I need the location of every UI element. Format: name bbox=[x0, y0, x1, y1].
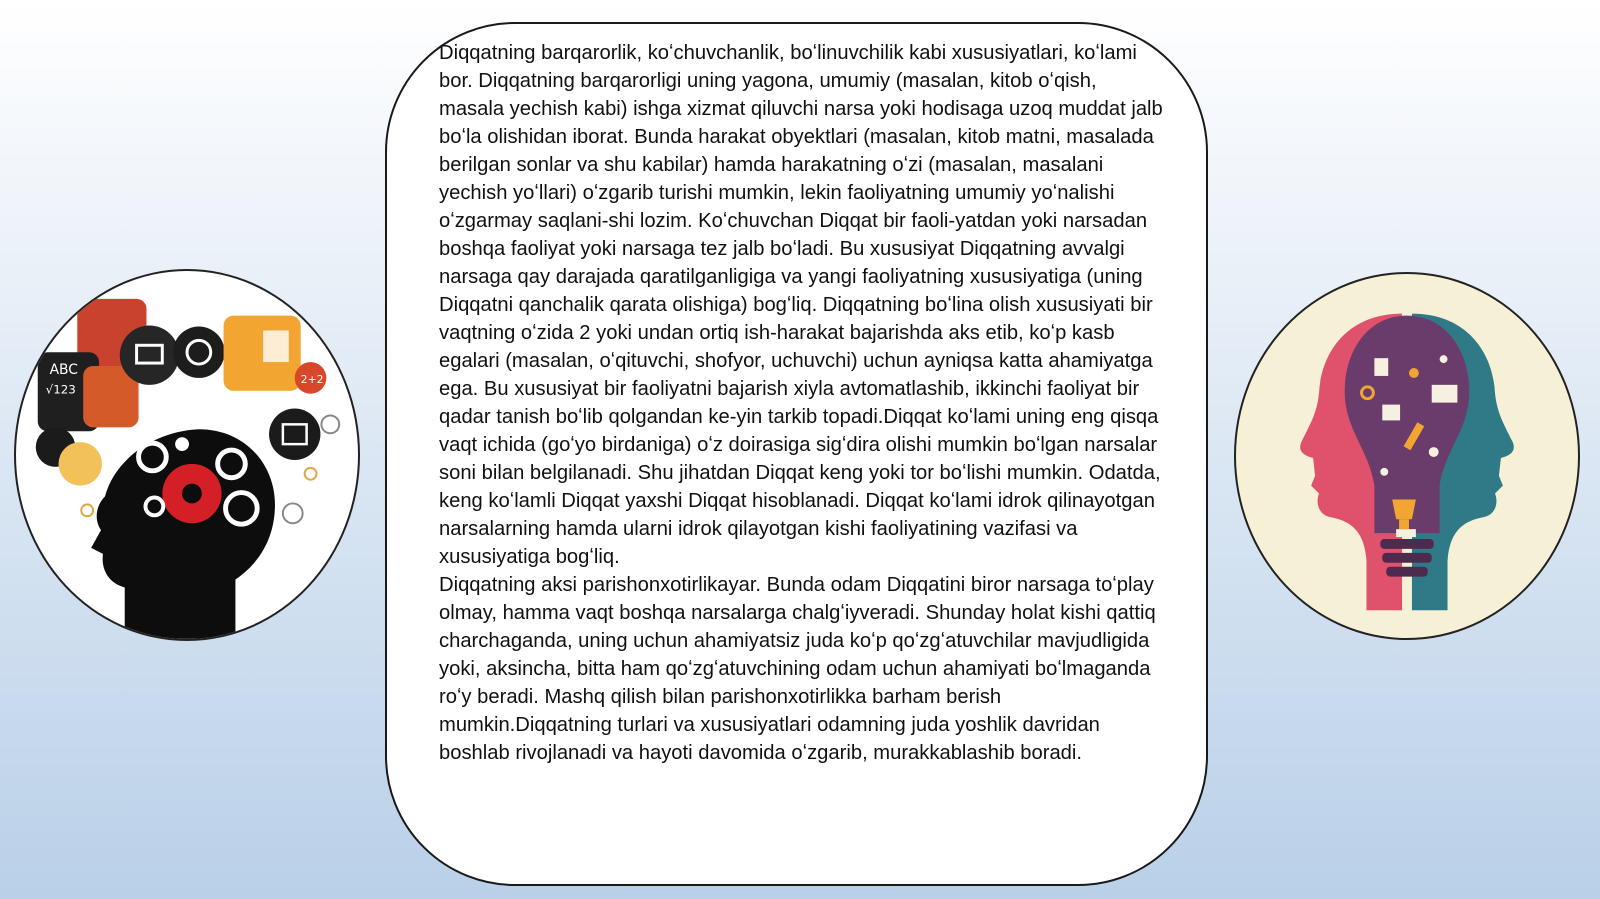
sqrt-label: √123 bbox=[45, 382, 76, 397]
head-gears-icon bbox=[16, 271, 358, 639]
abc-label: ABC bbox=[49, 361, 78, 378]
left-illustration bbox=[14, 269, 360, 641]
two-plus-two-label: 2+2 bbox=[300, 372, 324, 386]
faces-lightbulb-icon bbox=[1236, 274, 1578, 638]
body-text bbox=[439, 39, 1166, 767]
text-panel bbox=[385, 22, 1208, 886]
right-illustration bbox=[1234, 272, 1580, 640]
paragraph-1: Diqqatning barqarorlik, koʻchuvchanlik, boʻlinuvchilik kabi xususiyatlari, koʻlami bor. Diqqatning barqarorligi uning yagona, umumiy (masalan, kitob oʻqish, masala yechish kabi) ishga xizmat qiluvchi narsa yoki hodisaga uzoq muddat jalb boʻla olishidan iborat. Bunda harakat obyektlari (masalan, kitob matni, masalada berilgan sonlar va shu kabilar) hamda harakatning oʻzi (masalan, masalani yechish yoʻllari) oʻzgarib turishi mumkin, lekin faoliyatning umumiy yoʻnalishi oʻzgarmay saqlani-shi lozim. Koʻchuvchan Diqqat bir faoli-yatdan yoki narsadan boshqa faoliyat yoki narsaga tez jalb boʻladi. Bu xususiyat Diqqatning avvalgi narsaga qay darajada qaratilganligiga va yangi faoliyatning xususiyatiga (uning Diqqatni qanchalik qarata olishiga) bogʻliq. Diqqatning boʻlina olish xususiyati bir vaqtning oʻzida 2 yoki undan ortiq ish-harakat bajarishda aks etib, koʻp kasb egalari (masalan, oʻqituvchi, shofyor, uchuvchi) uchun ayniqsa katta ahamiyatga ega. Bu xususiyat bir faoliyatni bajarish xiyla avtomatlashib, ikkinchi faoliyat bir qadar tanish boʻlib qolgandan ke-yin tarkib topadi.Diqqat koʻlami uning eng qisqa vaqt ichida (goʻyo birdaniga) oʻz doirasiga sigʻdira olishi mumkin boʻlgan narsalar soni bilan belgilanadi. Shu jihatdan Diqqat keng yoki tor boʻlishi mumkin. Odatda, keng koʻlamli Diqqat yaxshi Diqqat hisoblanadi. Diqqat koʻlami idrok qilinayotgan narsalarning hamda ularni idrok qilayotgan kishi faoliyatining vazifasi va xususiyatiga bogʻliq. bbox=[439, 42, 1163, 568]
paragraph-2: Diqqatning aksi parishonxotirlikayar. Bunda odam Diqqatini biror narsaga toʻplay olmay, hamma vaqt boshqa narsalarga chalgʻiyveradi. Shunday holat kishi qattiq charchaganda, uning uchun ahamiyatsiz juda koʻp qoʻzgʻatuvchilar mavjudligida yoki, aksincha, bitta ham qoʻzgʻatuvchining odam uchun ahamiyati boʻlmaganda roʻy beradi. Mashq qilish bilan parishonxotirlikka barham berish mumkin.Diqqatning turlari va xususiyatlari odamning juda yoshlik davridan boshlab rivojlanadi va hayoti davomida oʻzgarib, murakkablashib boradi. bbox=[439, 574, 1156, 764]
